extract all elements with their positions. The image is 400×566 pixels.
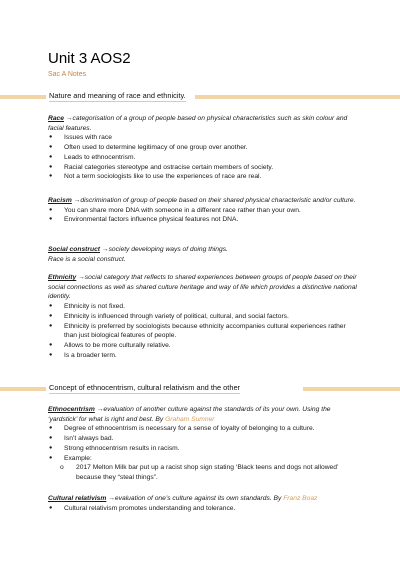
arrow-icon: →	[65, 115, 73, 122]
arrow-icon: →	[78, 274, 85, 281]
list-item: ● Not a term sociologists like to use the experiences of race are real.	[48, 172, 358, 182]
list-item: ● Often used to determine legitimacy of one group over another.	[48, 143, 358, 153]
list-item: ● Isn’t always bad.	[48, 434, 358, 444]
list-item: ● Leads to ethnocentrism.	[48, 153, 358, 163]
race-bullet-list	[48, 133, 358, 182]
social-construct-note: Race is a social construct.	[48, 255, 126, 263]
social-construct-term: Social construct	[48, 246, 101, 253]
ethnicity-definition-text: social category that reflects to shared experiences between groups of people based on their social connections as well as shared culture heritage and way of life which provides a distinctive national identity.	[48, 274, 357, 301]
ethnicity-bullet-list	[48, 302, 358, 360]
arrow-icon: →	[108, 495, 115, 502]
arrow-icon: →	[96, 406, 104, 413]
racism-bullet-list	[48, 206, 358, 225]
ethnocentrism-definition	[48, 405, 358, 424]
list-item: ● Ethnicity is preferred by sociologists because ethnicity accompanies cultural experiences rather than just biological features of people.	[48, 322, 358, 341]
arrow-icon: →	[101, 246, 109, 253]
list-item: ● Ethnicity is influenced through variety of political, cultural, and social factors.	[48, 312, 358, 322]
race-definition-block	[48, 114, 358, 182]
author-name: Franz Boaz	[283, 495, 318, 502]
section-accent-bar-left	[0, 387, 46, 391]
social-construct-definition	[48, 245, 358, 255]
cultural-relativism-bullet-list	[48, 504, 358, 514]
cultural-relativism-block	[48, 494, 358, 513]
arrow-icon: →	[73, 197, 81, 204]
ethnocentrism-sub-list	[48, 463, 358, 482]
section-heading: Nature and meaning of race and ethnicity.	[49, 91, 186, 100]
social-construct-definition-text: society developing ways of doing things.	[108, 246, 228, 253]
ethnicity-definition	[48, 273, 358, 302]
ethnocentrism-term: Ethnocentrism	[48, 406, 95, 413]
list-item: ● You can share more DNA with someone in a different race rather than your own.	[48, 206, 358, 216]
ethnocentrism-definition-block	[48, 405, 358, 483]
list-item: ● Ethnicity is not fixed.	[48, 302, 358, 312]
racism-term: Racism	[48, 197, 72, 204]
list-item: ● Allows to be more culturally relative.	[48, 341, 358, 351]
racism-definition-block	[48, 196, 358, 225]
cultural-relativism-definition-text: evaluation of one’s culture against its own standards. By	[114, 495, 282, 502]
ethnicity-term: Ethnicity	[48, 274, 77, 281]
sub-list-item: o 2017 Melton Milk bar put up a racist shop sign stating ‘Black teens and dogs not allowed’ because they “steal things”.	[48, 463, 358, 482]
ethnocentrism-bullet-list	[48, 424, 358, 463]
section-accent-bar-left	[0, 95, 46, 99]
race-definition	[48, 114, 358, 133]
cultural-relativism-term: Cultural relativism	[48, 495, 107, 502]
list-item: ● Racial categories stereotype and ostracise certain members of society.	[48, 163, 358, 173]
cultural-relativism-definition	[48, 494, 358, 504]
section-accent-bar-right	[195, 95, 400, 99]
list-item: ● Environmental factors influence physical features not DNA.	[48, 215, 358, 225]
section-accent-bar-right	[303, 387, 400, 391]
social-construct-block	[48, 245, 358, 264]
page-subtitle: Sac A Notes	[48, 71, 87, 78]
racism-definition	[48, 196, 358, 206]
author-name: Graham Sumner	[165, 415, 215, 423]
racism-definition-text: discrimination of group of people based on their shared physical characteristic and/or culture.	[80, 197, 356, 204]
list-item: ● Example:	[48, 454, 358, 464]
list-item: ● Strong ethnocentrism results in racism.	[48, 444, 358, 454]
ethnicity-definition-block	[48, 273, 358, 360]
ethnocentrism-definition-text: evaluation of another culture against the standards of its your own. Using the ‘yardstick’ for what is right and best. By	[48, 406, 331, 423]
race-definition-text: categorisation of a group of people based on physical characteristics such as skin colour and facial features.	[48, 115, 348, 132]
page-title: Unit 3 AOS2	[48, 50, 131, 67]
list-item: ● Issues with race	[48, 133, 358, 143]
race-term: Race	[48, 115, 64, 122]
list-item: ● Is a broader term.	[48, 351, 358, 361]
list-item: ● Cultural relativism promotes understanding and tolerance.	[48, 504, 358, 514]
list-item: ● Degree of ethnocentrism is necessary for a sense of loyalty of belonging to a culture.	[48, 424, 358, 434]
section-heading: Concept of ethnocentrism, cultural relativism and the other	[49, 383, 241, 392]
